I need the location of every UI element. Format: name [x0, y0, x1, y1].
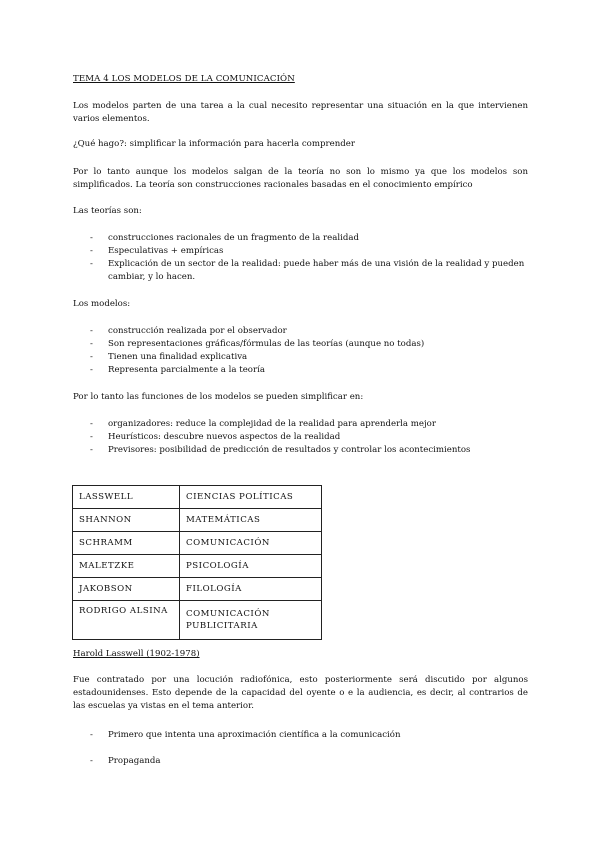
table-row — [73, 509, 322, 532]
models-heading: Los modelos: — [73, 299, 131, 309]
list-item: - Propaganda — [73, 755, 528, 768]
list-item: - construcción realizada por el observador — [73, 325, 528, 338]
field-cell: COMUNICACIÓN — [180, 532, 322, 555]
list-item: - organizadores: reduce la complejidad de la realidad para aprenderla mejor — [73, 418, 528, 431]
lasswell-paragraph: Fue contratado por una locución radiofónica, esto posteriormente será discutido por algunos estadounidenses. Esto depende de la capacidad del oyente o e la audiencia, es decir, al contrarios de las escuelas ya vistas en el tema anterior. — [73, 675, 528, 711]
lasswell-heading: Harold Lasswell (1902-1978) — [73, 649, 200, 659]
field-cell: FILOLOGÍA — [180, 578, 322, 601]
table-row — [73, 486, 322, 509]
table-row — [73, 578, 322, 601]
field-cell: CIENCIAS POLÍTICAS — [180, 486, 322, 509]
field-cell: PSICOLOGÍA — [180, 555, 322, 578]
author-cell: LASSWELL — [73, 486, 180, 509]
author-cell: SCHRAMM — [73, 532, 180, 555]
list-item: - Previsores: posibilidad de predicción de resultados y controlar los acontecimientos — [73, 444, 528, 457]
functions-heading: Por lo tanto las funciones de los modelos se pueden simplificar en: — [73, 392, 364, 402]
lasswell-list — [73, 729, 528, 768]
author-cell: JAKOBSON — [73, 578, 180, 601]
list-item: - Heurísticos: descubre nuevos aspectos de la realidad — [73, 431, 528, 444]
models-list — [73, 325, 528, 377]
theory-paragraph: Por lo tanto aunque los modelos salgan de la teoría no son lo mismo ya que los modelos son simplificados. La teoría son construcciones racionales basadas en el conocimiento empírico — [73, 167, 528, 190]
functions-list — [73, 418, 528, 457]
theories-heading: Las teorías son: — [73, 206, 142, 216]
intro-paragraph: Los modelos parten de una tarea a la cual necesito representar una situación en la que intervienen varios elementos. — [73, 101, 528, 124]
list-item: - Explicación de un sector de la realidad: puede haber más de una visión de la realidad y pueden cambiar, y lo hacen. — [73, 258, 528, 284]
author-cell: RODRIGO ALSINA — [73, 601, 180, 640]
theories-list — [73, 232, 528, 284]
list-item: - Son representaciones gráficas/fórmulas de las teorías (aunque no todas) — [73, 338, 528, 351]
author-cell: MALETZKE — [73, 555, 180, 578]
list-item: - Primero que intenta una aproximación científica a la comunicación — [73, 729, 528, 742]
author-cell: SHANNON — [73, 509, 180, 532]
list-item: - construcciones racionales de un fragmento de la realidad — [73, 232, 528, 245]
list-item: - Representa parcialmente a la teoría — [73, 364, 528, 377]
authors-table — [72, 485, 322, 640]
table-row — [73, 555, 322, 578]
field-cell: MATEMÁTICAS — [180, 509, 322, 532]
page-title: TEMA 4 LOS MODELOS DE LA COMUNICACIÓN — [73, 74, 295, 84]
question-paragraph: ¿Qué hago?: simplificar la información para hacerla comprender — [73, 139, 355, 149]
list-item: - Especulativas + empíricas — [73, 245, 528, 258]
table-row — [73, 532, 322, 555]
table-row — [73, 601, 322, 640]
list-item: - Tienen una finalidad explicativa — [73, 351, 528, 364]
field-cell: COMUNICACIÓN PUBLICITARIA — [180, 601, 322, 640]
